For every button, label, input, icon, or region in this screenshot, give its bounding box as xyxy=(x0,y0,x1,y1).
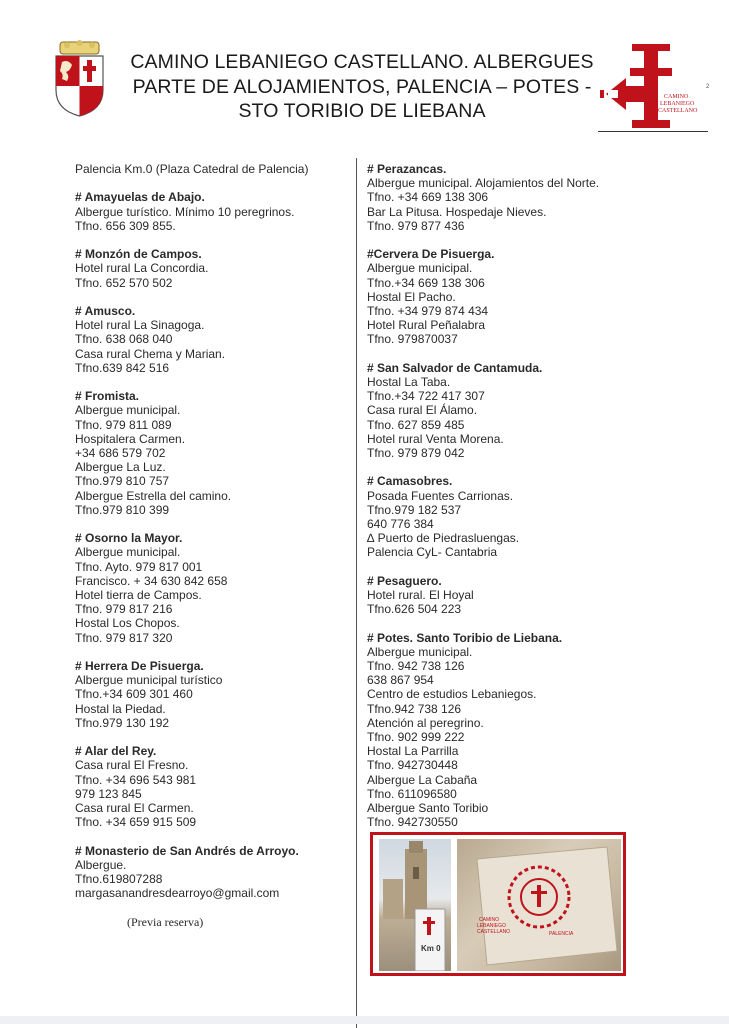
location-detail: Tfno. 942 738 126 xyxy=(367,659,465,674)
location-heading: # Monzón de Campos. xyxy=(75,247,202,262)
logo-tag: 2 xyxy=(706,84,710,90)
location-detail: Tfno. 979 817 320 xyxy=(75,630,173,645)
location-detail: Albergue municipal. Alojamientos del Norte. xyxy=(367,176,600,191)
location-detail: Tfno.+34 609 301 460 xyxy=(75,687,193,702)
location-detail: Albergue municipal turístico xyxy=(75,673,223,688)
cathedral-photo xyxy=(379,839,451,971)
location-detail: Albergue municipal. xyxy=(367,644,473,659)
location-detail: Tfno.+34 669 138 306 xyxy=(367,275,485,290)
location-heading: #Cervera De Pisuerga. xyxy=(367,247,495,262)
location-detail: Hotel rural. El Hoyal xyxy=(367,588,474,603)
tile-text-1: CAMINO xyxy=(479,917,499,923)
page-title xyxy=(112,50,612,124)
location-detail: Tfno. 656 309 855. xyxy=(75,218,176,233)
location-detail: Francisco. + 34 630 842 658 xyxy=(75,573,228,588)
location-group xyxy=(367,162,667,233)
location-heading: # Camasobres. xyxy=(367,474,453,489)
location-detail: Albergue municipal. xyxy=(75,403,181,418)
location-heading: # Alar del Rey. xyxy=(75,744,157,759)
photo-frame xyxy=(370,832,626,976)
location-group xyxy=(367,361,667,460)
location-detail: 979 123 845 xyxy=(75,786,142,801)
location-detail: Casa rural Chema y Marian. xyxy=(75,346,226,361)
booking-note: (Previa reserva) xyxy=(127,914,204,929)
location-detail: Tfno. 627 859 485 xyxy=(367,417,465,432)
location-detail: Hotel rural La Sinagoga. xyxy=(75,318,205,333)
location-detail: Centro de estudios Lebaniegos. xyxy=(367,687,537,702)
location-detail: Casa rural El Carmen. xyxy=(75,801,194,816)
location-detail: Hotel Rural Peñalabra xyxy=(367,318,486,333)
location-heading: # Amusco. xyxy=(75,303,136,318)
coat-of-arms-icon xyxy=(52,40,107,118)
location-heading: # Monasterio de San Andrés de Arroyo. xyxy=(75,843,299,858)
location-detail: Tfno. 638 068 040 xyxy=(75,332,173,347)
location-detail: Tfno. 652 570 502 xyxy=(75,275,173,290)
location-detail: Tfno.979 130 192 xyxy=(75,715,170,730)
location-detail: 638 867 954 xyxy=(367,673,434,688)
right-column xyxy=(367,162,667,844)
location-detail: Atención al peregrino. xyxy=(367,715,484,730)
location-group xyxy=(75,247,350,290)
location-detail: Tfno.626 504 223 xyxy=(367,602,462,617)
location-detail: Albergue La Luz. xyxy=(75,460,166,475)
location-detail: Tfno.979 810 757 xyxy=(75,474,170,489)
location-group xyxy=(367,574,667,617)
logo-underline xyxy=(598,131,708,132)
left-column xyxy=(75,162,350,929)
location-detail: Hostal La Taba. xyxy=(367,375,451,390)
location-detail: Hotel rural Venta Morena. xyxy=(367,431,504,446)
location-detail: Tfno. Ayto. 979 817 001 xyxy=(75,559,203,574)
location-group xyxy=(75,190,350,233)
location-heading: # San Salvador de Cantamuda. xyxy=(367,360,543,375)
location-detail: Tfno. +34 696 543 981 xyxy=(75,772,197,787)
location-detail: Tfno. 942730448 xyxy=(367,758,458,773)
location-group xyxy=(75,531,350,645)
location-detail: Albergue La Cabaña xyxy=(367,772,478,787)
tile-text-2: LEBANIEGO xyxy=(477,923,506,929)
column-divider xyxy=(356,158,357,1028)
location-detail: Tfno. 979 877 436 xyxy=(367,218,465,233)
location-detail: Hostal Los Chopos. xyxy=(75,616,180,631)
location-group xyxy=(75,659,350,730)
location-detail: Tfno.639 842 516 xyxy=(75,360,170,375)
location-heading: # Osorno la Mayor. xyxy=(75,531,183,546)
location-detail: Casa rural El Fresno. xyxy=(75,758,189,773)
location-group xyxy=(367,474,667,559)
location-detail: Tfno. +34 659 915 509 xyxy=(75,815,197,830)
location-detail: Albergue. xyxy=(75,857,127,872)
location-detail: Hostal La Parrilla xyxy=(367,744,459,759)
tile-text-3: CASTELLANO xyxy=(477,929,511,935)
location-detail: Tfno.+34 722 417 307 xyxy=(367,389,485,404)
location-heading: # Fromista. xyxy=(75,389,140,404)
logo-text-3: CASTELLANO xyxy=(658,108,698,114)
location-detail: Tfno. 902 999 222 xyxy=(367,730,465,745)
location-detail: Tfno. 611096580 xyxy=(367,786,457,801)
location-group xyxy=(75,304,350,375)
tile-city: PALENCIA xyxy=(549,931,574,937)
location-group xyxy=(75,844,350,901)
location-detail: Albergue municipal. xyxy=(367,261,473,276)
location-detail: Hostal El Pacho. xyxy=(367,289,456,304)
location-detail: Tfno. 942730550 xyxy=(367,815,458,830)
location-detail: Hospitalera Carmen. xyxy=(75,431,186,446)
location-detail: margasanandresdearroyo@gmail.com xyxy=(75,886,280,901)
location-detail: Albergue Santo Toribio xyxy=(367,801,489,816)
camino-lebaniego-logo xyxy=(600,40,710,135)
location-detail: +34 686 579 702 xyxy=(75,446,166,460)
location-detail: Tfno.942 738 126 xyxy=(367,701,462,716)
tile-photo xyxy=(457,839,621,971)
location-detail: Albergue Estrella del camino. xyxy=(75,488,232,503)
location-detail: Tfno. +34 979 874 434 xyxy=(367,304,489,319)
marker-label: Km 0 xyxy=(421,944,441,953)
location-heading: # Amayuelas de Abajo. xyxy=(75,190,205,205)
location-detail: Casa rural El Álamo. xyxy=(367,403,478,418)
location-group xyxy=(75,389,350,517)
location-detail: ∆ Puerto de Piedrasluengas. xyxy=(367,531,520,546)
location-detail: Tfno.979 182 537 xyxy=(367,502,462,517)
location-detail: Tfno. 979870037 xyxy=(367,332,458,347)
location-detail: Hotel tierra de Campos. xyxy=(75,588,202,603)
location-detail: Albergue municipal. xyxy=(75,545,181,560)
location-detail: Palencia CyL- Cantabria xyxy=(367,545,498,560)
location-detail: Hotel rural La Concordia. xyxy=(75,261,209,276)
intro-line: Palencia Km.0 (Plaza Catedral de Palencia) xyxy=(75,162,309,176)
location-detail: Tfno.979 810 399 xyxy=(75,502,170,517)
location-heading: # Potes. Santo Toribio de Liebana. xyxy=(367,630,563,645)
page-bottom-band xyxy=(0,1016,729,1024)
location-detail: Tfno. 979 879 042 xyxy=(367,446,465,461)
location-group xyxy=(367,247,667,346)
logo-text-2: LEBANIEGO xyxy=(660,101,695,107)
location-detail: Posada Fuentes Carrionas. xyxy=(367,488,514,503)
location-detail: Tfno.619807288 xyxy=(75,872,163,887)
location-detail: Albergue turístico. Mínimo 10 peregrinos. xyxy=(75,204,295,219)
logo-text-1: CAMINO xyxy=(664,94,689,100)
location-heading: # Pesaguero. xyxy=(367,573,442,588)
location-heading: # Herrera De Pisuerga. xyxy=(75,659,204,674)
location-detail: Tfno. 979 811 089 xyxy=(75,417,172,432)
title-line-1: CAMINO LEBANIEGO CASTELLANO. ALBERGUES xyxy=(130,51,594,73)
title-line-3: STO TORIBIO DE LIEBANA xyxy=(238,100,486,122)
location-group xyxy=(367,631,667,830)
location-group xyxy=(75,744,350,829)
location-heading: # Perazancas. xyxy=(367,162,447,176)
title-line-2: PARTE DE ALOJAMIENTOS, PALENCIA – POTES - xyxy=(132,75,592,98)
location-detail: Bar La Pitusa. Hospedaje Nieves. xyxy=(367,204,547,219)
location-detail: Hostal la Piedad. xyxy=(75,701,166,716)
location-detail: 640 776 384 xyxy=(367,517,434,532)
location-detail: Tfno. +34 669 138 306 xyxy=(367,190,489,205)
location-detail: Tfno. 979 817 216 xyxy=(75,602,173,617)
